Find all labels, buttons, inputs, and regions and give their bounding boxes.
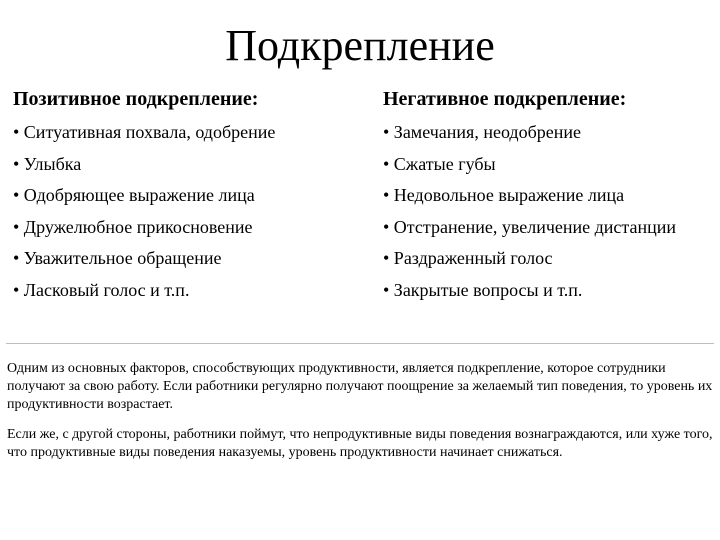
list-item: • Одобряющее выражение лица: [13, 185, 255, 205]
negative-reinforcement-column: [383, 84, 720, 309]
paragraph: Если же, с другой стороны, работники поймут, что непродуктивные виды поведения вознаграждаются, или хуже того, что продуктивные виды поведения наказуемы, уровень продуктивности начинает снижаться.: [7, 427, 713, 460]
list-item: • Уважительное обращение: [13, 248, 222, 268]
negative-heading: Негативное подкрепление:: [383, 88, 627, 110]
section-divider: [6, 343, 714, 344]
list-item: • Сжатые губы: [383, 153, 496, 174]
list-item: • Ласковый голос и т.п.: [13, 279, 190, 300]
list-item: • Закрытые вопросы и т.п.: [383, 279, 583, 300]
list-item: • Улыбка: [13, 153, 82, 174]
positive-reinforcement-column: [13, 84, 375, 309]
positive-heading: Позитивное подкрепление:: [13, 88, 259, 110]
body-text: [7, 360, 713, 474]
page-title: Подкрепление: [225, 21, 495, 70]
positive-list: [13, 120, 375, 309]
list-item: • Недовольное выражение лица: [383, 185, 625, 205]
list-item: • Ситуативная похвала, одобрение: [13, 122, 276, 142]
list-item: • Замечания, неодобрение: [383, 122, 581, 142]
paragraph: Одним из основных факторов, способствующих продуктивности, является подкрепление, которое сотрудники получают за свою работу. Если работники регулярно получают поощрение за желаемый тип поведения, то уровень их продуктивности возрастает.: [7, 361, 713, 412]
negative-list: [383, 120, 720, 309]
list-item: • Раздраженный голос: [383, 248, 553, 268]
list-item: • Дружелюбное прикосновение: [13, 216, 253, 237]
list-item: • Отстранение, увеличение дистанции: [383, 216, 677, 237]
